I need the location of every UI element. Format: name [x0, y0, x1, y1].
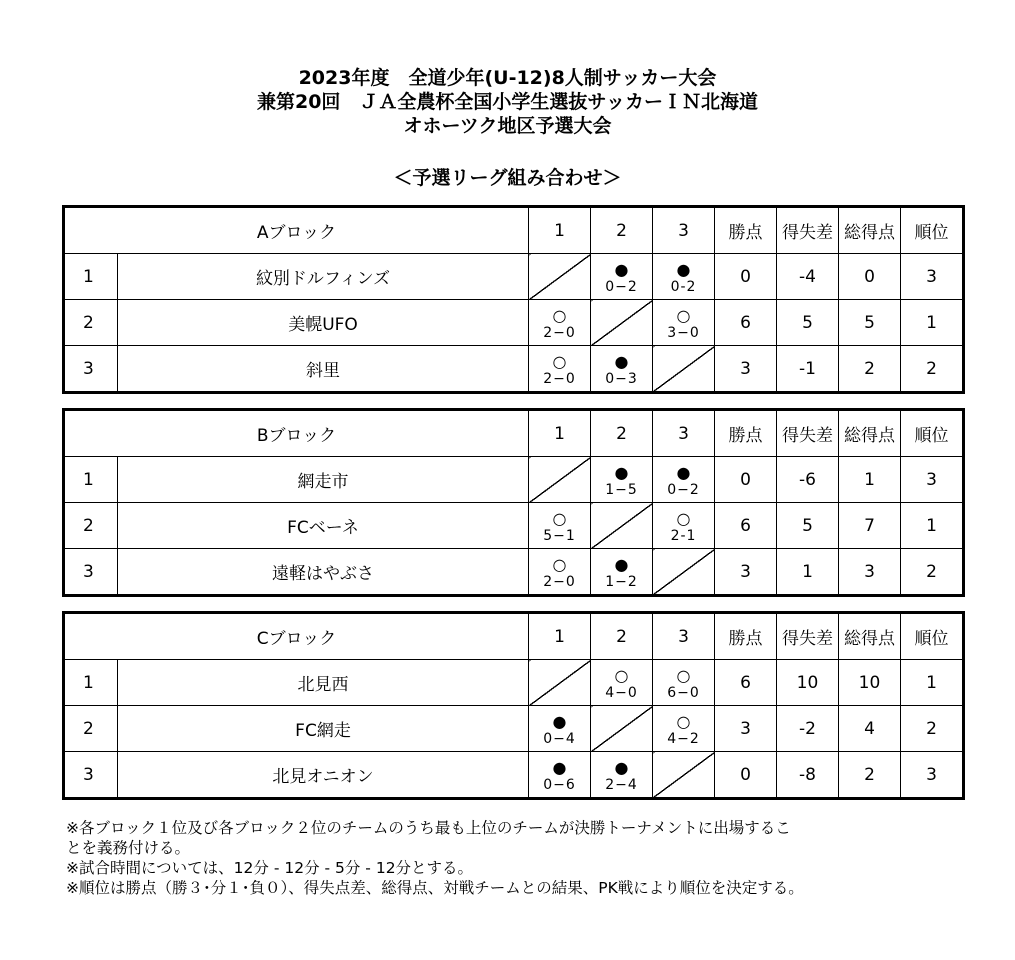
diff-header: 得失差	[777, 207, 839, 254]
team-rank: 2	[901, 549, 964, 596]
result-score: 2−0	[543, 324, 576, 341]
result-score: 0−4	[543, 730, 576, 747]
goals-header: 総得点	[839, 410, 901, 457]
self-match-cell	[529, 254, 591, 300]
result-mark: ○	[676, 508, 691, 528]
match-result-cell	[591, 254, 653, 300]
result-mark: ○	[552, 508, 567, 528]
match-result-cell	[591, 752, 653, 799]
col-3-header: 3	[653, 410, 715, 457]
points-header: 勝点	[715, 207, 777, 254]
team-goal-diff: 5	[777, 503, 839, 549]
match-result-cell	[529, 346, 591, 393]
team-number: 2	[64, 300, 118, 346]
notes	[66, 818, 956, 898]
team-row	[64, 254, 964, 300]
team-row	[64, 549, 964, 596]
match-result-cell	[529, 549, 591, 596]
col-1-header: 1	[529, 410, 591, 457]
rank-header: 順位	[901, 207, 964, 254]
result-score: 2−4	[605, 776, 638, 793]
note-line: ※各ブロック１位及び各ブロック２位のチームのうち最も上位のチームが決勝トーナメントに出場するこ	[66, 819, 791, 837]
team-name: 美幌UFO	[118, 300, 529, 346]
team-total-goals: 1	[839, 457, 901, 503]
result-score: 4−0	[605, 684, 638, 701]
team-name: FC網走	[118, 706, 529, 752]
team-points: 3	[715, 549, 777, 596]
team-number: 2	[64, 503, 118, 549]
result-score: 2−0	[543, 370, 576, 387]
team-points: 6	[715, 503, 777, 549]
team-number: 3	[64, 549, 118, 596]
title-line-2: 兼第20回 ＪＡ全農杯全国小学生選抜サッカーＩＮ北海道	[256, 91, 759, 113]
col-3-header: 3	[653, 207, 715, 254]
col-1-header: 1	[529, 207, 591, 254]
team-number: 3	[64, 346, 118, 393]
team-row	[64, 457, 964, 503]
team-rank: 1	[901, 300, 964, 346]
col-2-header: 2	[591, 613, 653, 660]
match-result-cell	[653, 254, 715, 300]
result-mark: ●	[614, 757, 629, 777]
match-result-cell	[653, 300, 715, 346]
team-points: 0	[715, 457, 777, 503]
team-row	[64, 706, 964, 752]
result-mark: ●	[552, 757, 567, 777]
col-1-header: 1	[529, 613, 591, 660]
team-number: 2	[64, 706, 118, 752]
match-result-cell	[653, 503, 715, 549]
goals-header: 総得点	[839, 207, 901, 254]
note-line: とを義務付ける。	[66, 839, 191, 857]
team-name: 北見オニオン	[118, 752, 529, 799]
team-rank: 1	[901, 503, 964, 549]
goals-header: 総得点	[839, 613, 901, 660]
result-mark: ○	[614, 665, 629, 685]
note-line: ※順位は勝点（勝３･分１･負０）、得失点差、総得点、対戦チームとの結果、PK戦により順位を決定する。	[66, 879, 804, 897]
team-rank: 1	[901, 660, 964, 706]
match-result-cell	[591, 346, 653, 393]
result-score: 6−0	[667, 684, 700, 701]
result-score: 2−0	[543, 573, 576, 590]
team-total-goals: 5	[839, 300, 901, 346]
team-goal-diff: 10	[777, 660, 839, 706]
col-3-header: 3	[653, 613, 715, 660]
team-row	[64, 503, 964, 549]
result-score: 3−0	[667, 324, 700, 341]
team-name: 斜里	[118, 346, 529, 393]
self-match-cell	[591, 300, 653, 346]
block-name: Bブロック	[64, 410, 529, 457]
block-name: Cブロック	[64, 613, 529, 660]
team-name: 紋別ドルフィンズ	[118, 254, 529, 300]
result-score: 1−2	[605, 573, 638, 590]
result-score: 5−1	[543, 527, 576, 544]
match-result-cell	[529, 752, 591, 799]
team-number: 3	[64, 752, 118, 799]
result-score: 0−3	[605, 370, 638, 387]
match-result-cell	[529, 300, 591, 346]
team-rank: 3	[901, 254, 964, 300]
self-match-cell	[591, 706, 653, 752]
team-total-goals: 2	[839, 346, 901, 393]
team-rank: 2	[901, 346, 964, 393]
result-mark: ●	[676, 259, 691, 279]
subtitle: ＜予選リーグ組み合わせ＞	[393, 167, 622, 189]
diff-header: 得失差	[777, 613, 839, 660]
match-result-cell	[653, 706, 715, 752]
col-2-header: 2	[591, 207, 653, 254]
team-points: 0	[715, 254, 777, 300]
block-table	[62, 205, 965, 394]
team-points: 3	[715, 706, 777, 752]
rank-header: 順位	[901, 410, 964, 457]
team-points: 0	[715, 752, 777, 799]
result-mark: ○	[552, 351, 567, 371]
team-name: FCベーネ	[118, 503, 529, 549]
self-match-cell	[653, 549, 715, 596]
result-mark: ●	[614, 259, 629, 279]
result-mark: ●	[614, 462, 629, 482]
result-mark: ●	[614, 554, 629, 574]
result-mark: ○	[552, 305, 567, 325]
team-row	[64, 660, 964, 706]
points-header: 勝点	[715, 410, 777, 457]
team-goal-diff: -1	[777, 346, 839, 393]
self-match-cell	[529, 457, 591, 503]
block-table	[62, 408, 965, 597]
team-total-goals: 2	[839, 752, 901, 799]
team-total-goals: 4	[839, 706, 901, 752]
result-score: 4−2	[667, 730, 700, 747]
team-name: 北見西	[118, 660, 529, 706]
team-goal-diff: 5	[777, 300, 839, 346]
team-points: 6	[715, 300, 777, 346]
result-score: 2-1	[670, 527, 697, 544]
team-total-goals: 7	[839, 503, 901, 549]
result-score: 0−2	[667, 481, 700, 498]
match-result-cell	[653, 457, 715, 503]
result-score: 0-2	[670, 278, 697, 295]
result-mark: ○	[676, 711, 691, 731]
team-total-goals: 0	[839, 254, 901, 300]
result-mark: ○	[552, 554, 567, 574]
rank-header: 順位	[901, 613, 964, 660]
result-mark: ○	[676, 665, 691, 685]
match-result-cell	[591, 660, 653, 706]
result-score: 0−2	[605, 278, 638, 295]
team-points: 3	[715, 346, 777, 393]
team-row	[64, 300, 964, 346]
team-number: 1	[64, 254, 118, 300]
team-name: 遠軽はやぶさ	[118, 549, 529, 596]
col-2-header: 2	[591, 410, 653, 457]
team-rank: 2	[901, 706, 964, 752]
result-mark: ●	[676, 462, 691, 482]
self-match-cell	[653, 752, 715, 799]
title-line-1: 2023年度 全道少年(U-12)8人制サッカー大会	[298, 67, 717, 89]
self-match-cell	[591, 503, 653, 549]
team-goal-diff: -4	[777, 254, 839, 300]
match-result-cell	[591, 457, 653, 503]
team-name: 網走市	[118, 457, 529, 503]
diff-header: 得失差	[777, 410, 839, 457]
match-result-cell	[653, 660, 715, 706]
match-result-cell	[529, 503, 591, 549]
result-mark: ●	[552, 711, 567, 731]
team-number: 1	[64, 660, 118, 706]
team-rank: 3	[901, 752, 964, 799]
block-table	[62, 611, 965, 800]
team-goal-diff: -2	[777, 706, 839, 752]
team-total-goals: 3	[839, 549, 901, 596]
result-score: 1−5	[605, 481, 638, 498]
team-goal-diff: 1	[777, 549, 839, 596]
result-score: 0−6	[543, 776, 576, 793]
team-goal-diff: -6	[777, 457, 839, 503]
points-header: 勝点	[715, 613, 777, 660]
team-row	[64, 346, 964, 393]
note-line: ※試合時間については、12分 - 12分 - 5分 - 12分とする。	[66, 859, 474, 877]
title-line-3: オホーツク地区予選大会	[403, 115, 612, 137]
team-number: 1	[64, 457, 118, 503]
team-rank: 3	[901, 457, 964, 503]
team-points: 6	[715, 660, 777, 706]
result-mark: ○	[676, 305, 691, 325]
team-goal-diff: -8	[777, 752, 839, 799]
match-result-cell	[529, 706, 591, 752]
block-name: Aブロック	[64, 207, 529, 254]
team-total-goals: 10	[839, 660, 901, 706]
self-match-cell	[529, 660, 591, 706]
self-match-cell	[653, 346, 715, 393]
team-row	[64, 752, 964, 799]
match-result-cell	[591, 549, 653, 596]
result-mark: ●	[614, 351, 629, 371]
